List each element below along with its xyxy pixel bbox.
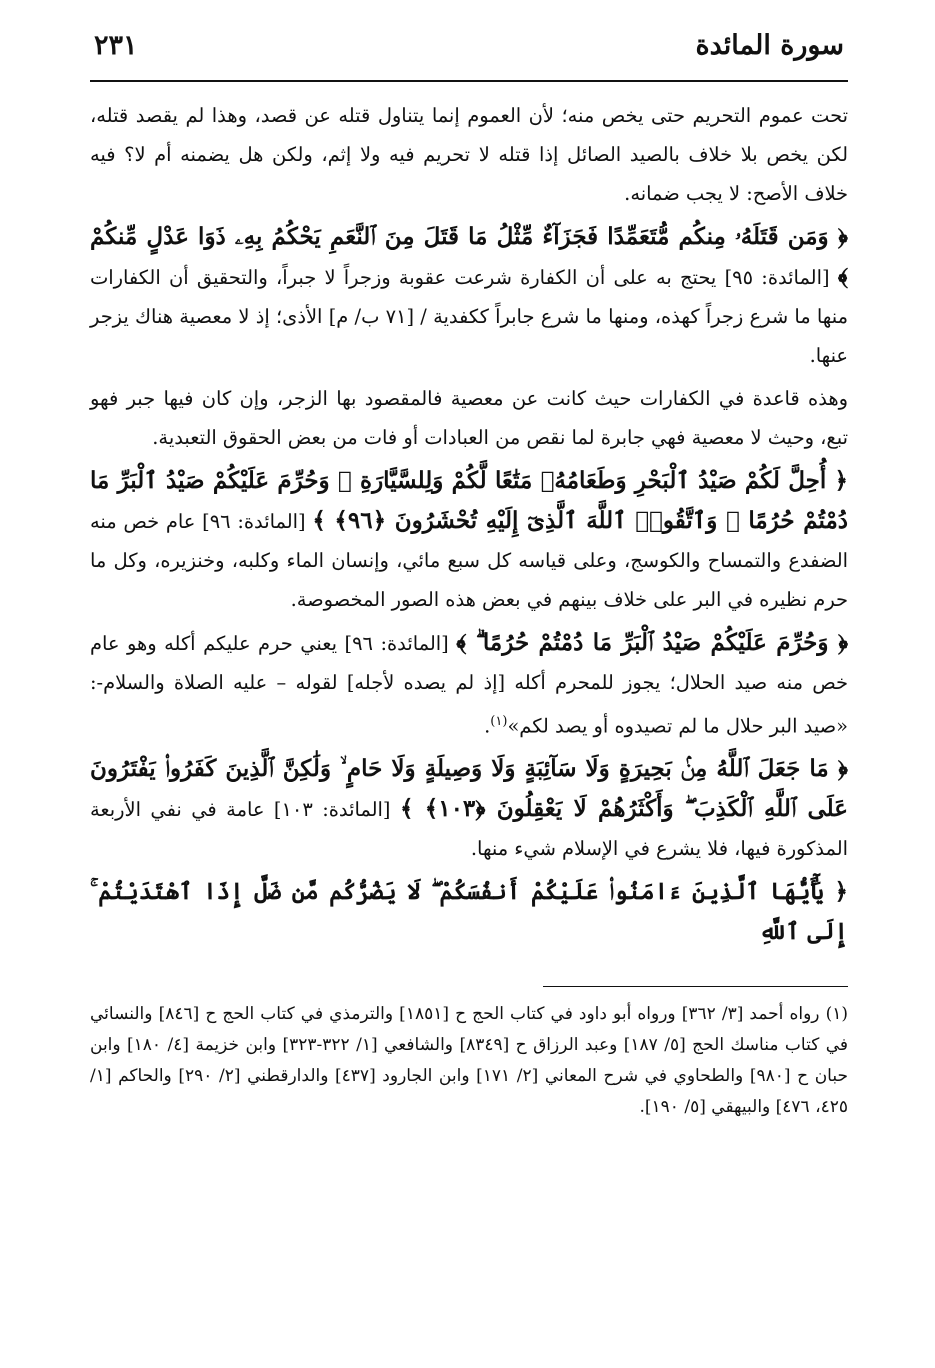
running-header: [90, 30, 848, 82]
paragraph-text: [المائدة: ٩٦] عام خص منه الضفدع والتمساح والكوسج، وعلى قياسه كل سبع مائي، وإنسان الماء وكلبه، وخنزيره، وكل ما حرم نظيره في البر على خلاف بينهم في بعض هذه الصور المخصوصة.: [90, 510, 848, 611]
quran-verse: ﴿ أُحِلَّ لَكُمْ صَيْدُ ٱلْبَحْرِ وَطَعَامُهُۥ مَتَٰعًا لَّكُمْ وَلِلسَّيَّارَةِ ۖ وَحُرِّمَ عَلَيْكُمْ صَيْدُ ٱلْبَرِّ مَا دُمْتُمْ حُرُمًا ۗ وَٱتَّقُوا۟ ٱللَّهَ ٱلَّذِىٓ إِلَيْهِ تُحْشَرُونَ ﴿٩٦﴾ ﴾: [90, 467, 849, 534]
paragraph-text: [المائدة: ٩٥] يحتج به على أن الكفارة شرعت عقوبة وزجراً لا جبراً، والتحقيق أن الكفارات منها ما شرع زجراً كهذه، ومنها ما شرع جابراً ككفدية / [٧١ ب/ م] الأذى؛ إذ لا معصية هناك يزجر عنها.: [90, 266, 848, 367]
paragraph-text: [المائدة: ١٠٣] عامة في نفي الأربعة المذكورة فيها، فلا يشرع في الإسلام شيء منها.: [90, 798, 848, 861]
footnote: (١) رواه أحمد [٣/ ٣٦٢] ورواه أبو داود في كتاب الحج ح [١٨٥١] والترمذي في كتاب الحج ح [٨٤٦] والنسائي في كتاب مناسك الحج [٥/ ١٨٧] وعبد الرزاق ح [٨٣٤٩] والشافعي [١/ ٣٢٢-٣٢٣] وابن خزيمة [٤/ ١٨٠] وابن حبان ح [٩٨٠] والطحاوي في شرح المعاني [٢/ ١٧١] وابن الجارود [٤٣٧] والدارقطني [٢/ ٢٩٠] والحاكم [١/ ٤٢٥، ٤٧٦] والبيهقي [٥/ ١٩٠].: [90, 1004, 849, 1118]
paragraph-text: .: [484, 714, 491, 738]
paragraph: [90, 461, 848, 619]
paragraph: [90, 217, 848, 375]
paragraph: [90, 96, 848, 213]
paragraph: [90, 872, 848, 952]
quran-verse: ﴿ يَٰٓأَيُّهَا ٱلَّذِينَ ءَامَنُوا۟ عَلَيْكُمْ أَنفُسَكُمْ ۖ لَا يَضُرُّكُم مَّن ضَلَّ إِذَا ٱهْتَدَيْتُمْ ۚ إِلَى ٱللَّهِ: [90, 878, 848, 946]
body-text: [90, 96, 848, 952]
paragraph-text: تحت عموم التحريم حتى يخص منه؛ لأن العموم إنما يتناول قتله عن قصد، وهذا لم يقصد قتله، لكن يخص بلا خلاف بالصيد الصائل إذا قتله لا تحريم فيه ولا إثم، ولكن هل يضمنه أم لا؟ فيه خلاف الأصح: لا يجب ضمانه.: [90, 104, 848, 205]
surah-title: سورة المائدة: [695, 30, 844, 61]
quran-verse: ﴿ مَا جَعَلَ ٱللَّهُ مِنۢ بَحِيرَةٍ وَلَا سَآئِبَةٍ وَلَا وَصِيلَةٍ وَلَا حَامٍ ۙ وَلَٰكِنَّ ٱلَّذِينَ كَفَرُوا۟ يَفْتَرُونَ عَلَى ٱللَّهِ ٱلْكَذِبَ ۖ وَأَكْثَرُهُمْ لَا يَعْقِلُونَ ﴿١٠٣﴾ ﴾: [90, 755, 849, 823]
paragraph: [90, 379, 848, 457]
quran-verse: ﴿ وَحُرِّمَ عَلَيْكُمْ صَيْدُ ٱلْبَرِّ مَا دُمْتُمْ حُرُمًا ۗ ﴾: [456, 629, 849, 656]
paragraph-text: [المائدة: ٩٦] يعني حرم عليكم أكله وهو عام خص منه صيد الحلال؛ يجوز للمحرم أكله [إذ لم يصده لأجله] لقوله – عليه الصلاة والسلام-: «صيد البر حلال ما لم تصيدوه أو يصد لكم»: [90, 632, 848, 738]
footnotes: [90, 999, 848, 1123]
paragraph: [90, 749, 848, 868]
paragraph: [90, 623, 848, 745]
footnote-divider: [543, 986, 848, 987]
quran-verse: ﴿ وَمَن قَتَلَهُۥ مِنكُم مُّتَعَمِّدًا فَجَزَآءٌ مِّثْلُ مَا قَتَلَ مِنَ ٱلنَّعَمِ يَحْكُمُ بِهِۦ ذَوَا عَدْلٍ مِّنكُمْ ﴾: [90, 223, 849, 290]
paragraph-text: وهذه قاعدة في الكفارات حيث كانت عن معصية فالمقصود بها الزجر، وإن كان فيها جبر فهو تبع، وحيث لا معصية فهي جابرة لما نقص من العبادات أو فات من بعض الحقوق التعبدية.: [90, 387, 848, 449]
footnote-ref: (١): [490, 714, 508, 729]
book-page: [90, 30, 848, 1123]
page-number: ٢٣١: [94, 30, 138, 61]
